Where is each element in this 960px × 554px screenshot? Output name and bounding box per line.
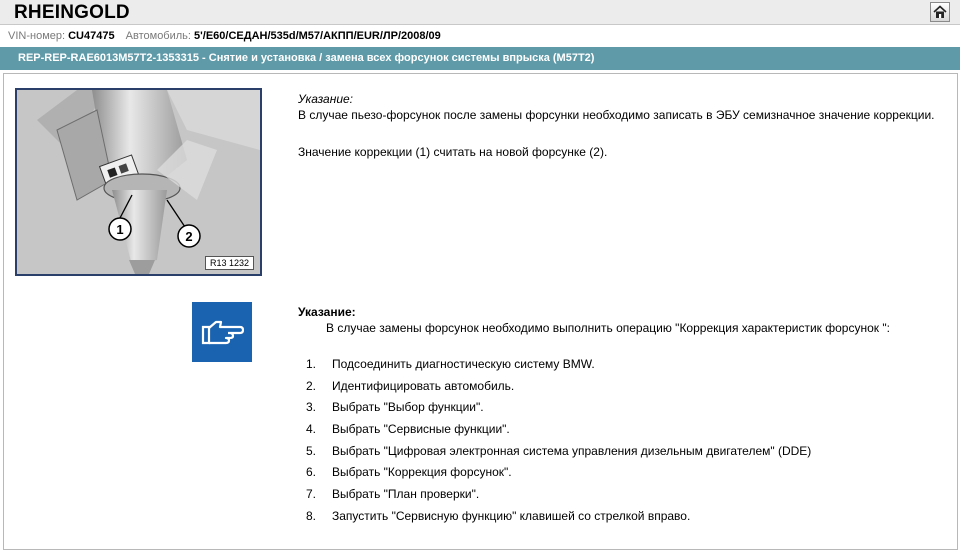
- step-item: 1. Подсоединить диагностическую систему BMW.: [306, 357, 595, 371]
- title-bar: [0, 0, 960, 25]
- pointing-hand-icon: [200, 317, 244, 347]
- note-title-2: Указание:: [298, 305, 356, 319]
- step-item: 3. Выбрать "Выбор функции".: [306, 400, 484, 415]
- car-value: 5'/E60/СЕДАН/535d/M57/АКПП/EUR/ЛР/2008/09: [194, 30, 441, 42]
- vehicle-info-bar: [0, 26, 960, 46]
- figure-callout-2: 2: [185, 229, 193, 244]
- step-item: 5. Выбрать "Цифровая электронная система управления дизельным двигателем" (DDE): [306, 443, 812, 458]
- document-title-bar: [0, 47, 960, 70]
- step-item: 8. Запустить "Сервисную функцию" клавишей со стрелкой вправо.: [306, 508, 691, 523]
- injector-illustration: [17, 90, 260, 274]
- home-icon: [933, 5, 947, 19]
- figure-callout-1: 1: [116, 222, 124, 237]
- document-content: [3, 73, 958, 550]
- step-item: 2. Идентифицировать автомобиль.: [306, 378, 515, 393]
- document-title: REP-REP-RAE6013M57T2-1353315 - Снятие и установка / замена всех форсунок системы впрыска (M57T2): [18, 52, 595, 64]
- figure-code: R13 1232: [205, 256, 254, 270]
- step-item: 4. Выбрать "Сервисные функции".: [306, 422, 510, 437]
- hint-icon-box: [192, 302, 252, 362]
- vin-value: CU47475: [68, 30, 115, 42]
- step-item: 6. Выбрать "Коррекция форсунок".: [306, 465, 512, 480]
- note-title-1: Указание:: [298, 92, 354, 106]
- home-button[interactable]: [930, 2, 950, 22]
- note-text-1: В случае пьезо-форсунок после замены форсунки необходимо записать в ЭБУ семизначное значение коррекции.: [298, 108, 935, 122]
- procedure-steps: [298, 357, 811, 531]
- note-text-1b: Значение коррекции (1) считать на новой форсунке (2).: [298, 145, 608, 159]
- vin-label: VIN-номер:: [8, 30, 66, 42]
- step-item: 7. Выбрать "План проверки".: [306, 487, 480, 502]
- app-title: RHEINGOLD: [14, 2, 130, 23]
- car-label: Автомобиль:: [125, 30, 191, 42]
- injector-figure: [15, 88, 262, 276]
- note-text-2: В случае замены форсунок необходимо выполнить операцию "Коррекция характеристик форсунок ":: [326, 321, 890, 335]
